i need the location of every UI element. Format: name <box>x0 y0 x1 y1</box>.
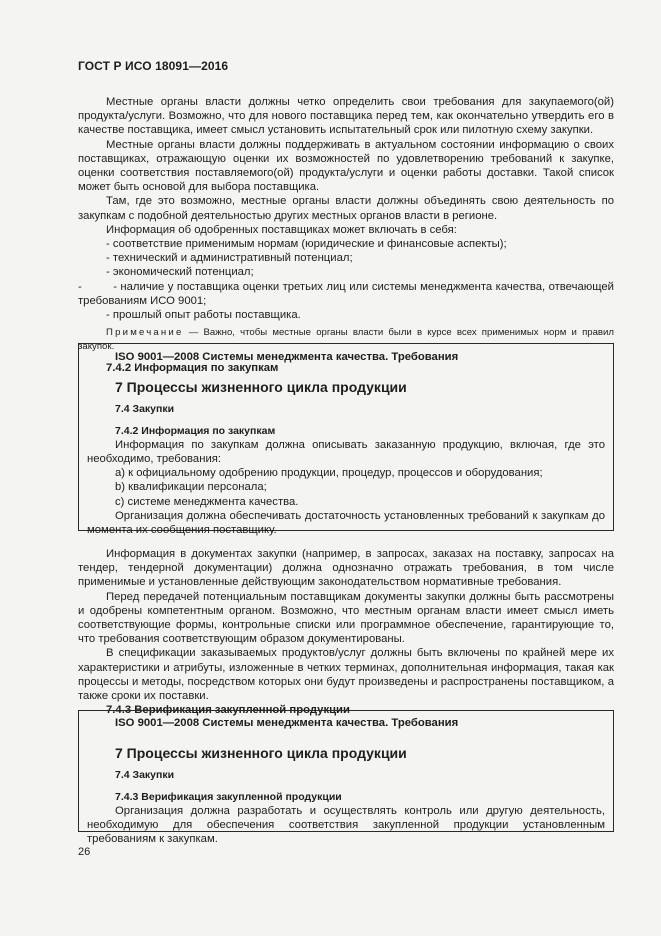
paragraph: Местные органы власти должны четко определить свои требования для закупаемого(ой) продукта/услуги. Возможно, что для нового поставщика перед тем, как окончательно утвердить его в качестве поставщика, имеет смысл установить испытательный срок или пилотную схему закупки. <box>78 96 614 137</box>
box-subheading: 7.4 Закупки <box>115 403 175 416</box>
list-item: - - наличие у поставщика оценки третьих лиц или системы менеджмента качества, отвечающей требованиям ИСО 9001; <box>78 280 614 308</box>
box-heading: 7 Процессы жизненного цикла продукции <box>115 379 407 396</box>
list-item: b) квалификации персонала; <box>115 481 267 494</box>
section-heading: 7.4.3 Верификация закупленной продукции <box>106 704 350 717</box>
box-subheading: 7.4.2 Информация по закупкам <box>115 424 276 437</box>
list-item: - соответствие применимым нормам (юридические и финансовые аспекты); <box>78 237 614 251</box>
paragraph: Информация об одобренных поставщиках может включать в себя: <box>106 223 457 236</box>
note-text: — Важно, чтобы местные органы власти были в курсе всех применимых норм и правил закупок. <box>78 327 614 353</box>
page-number: 26 <box>78 846 91 858</box>
list-item: c) системе менеджмента качества. <box>115 495 299 508</box>
box-subheading: 7.4.3 Верификация закупленной продукции <box>115 790 342 803</box>
paragraph: Там, где это возможно, местные органы власти должны объединять свою деятельность по закупкам с подобной деятельностью других местных органов власти в регионе. <box>78 195 614 222</box>
box-title: ISO 9001—2008 Системы менеджмента качества. Требования <box>115 717 459 729</box>
list-item: - прошлый опыт работы поставщика. <box>78 308 614 322</box>
paragraph: В спецификации заказываемых продуктов/услуг должны быть включены по крайней мере их характеристики и атрибуты, изложенные в четких терминах, дополнительная информация, такая как процессы и методы, посредством которых они будут произведены и распространены поставщиком, а также сроки их поставки. <box>78 647 614 703</box>
list-item: - экономический потенциал; <box>78 265 614 279</box>
iso-quote-box <box>78 343 614 537</box>
list-item: a) к официальному одобрению продукции, процедур, процессов и оборудования; <box>115 467 543 480</box>
paragraph: Информация по закупкам должна описывать заказанную продукцию, включая, где это необходимо, требования: <box>87 438 605 466</box>
middle-section <box>78 547 614 717</box>
box-heading: 7 Процессы жизненного цикла продукции <box>115 745 407 762</box>
list-item: - технический и административный потенциал; <box>78 251 614 265</box>
iso-quote-box <box>78 710 614 846</box>
section-heading: 7.4.2 Информация по закупкам <box>106 361 279 374</box>
box-subheading: 7.4 Закупки <box>115 769 175 782</box>
box-title: ISO 9001—2008 Системы менеджмента качества. Требования <box>115 351 459 363</box>
paragraph: Организация должна обеспечивать достаточность установленных требований к закупкам до момента их сообщения поставщику. <box>87 509 605 537</box>
intro-section <box>78 95 614 375</box>
paragraph: Организация должна разработать и осуществлять контроль или другую деятельность, необходимую для обеспечения соответствия закупленной продукции установленным требованиям к закупкам. <box>87 804 605 846</box>
paragraph: Информация в документах закупки (например, в запросах, заказах на поставку, запросах на тендер, тендерной документации) должна однозначно отражать требования, в том числе применимые и установленные действующим законодательством нормативные требования. <box>78 548 614 589</box>
paragraph: Местные органы власти должны поддерживать в актуальном состоянии информацию о своих поставщиках, отражающую оценки их возможностей по удовлетворению требований к закупке, оценки соответствия поставляемого(ой) продукта/услуги и оценки работы доставки. Такой список может быть основой для выбора поставщика. <box>78 138 614 194</box>
document-header: ГОСТ Р ИСО 18091—2016 <box>78 59 229 73</box>
paragraph: Перед передачей потенциальным поставщикам документы закупки должны быть рассмотрены и одобрены компетентным органом. Возможно, что местным органам власти имеет смысл иметь соответствующие формы, контрольные списки или программное обеспечение, гарантирующие то, что требования соответствующим образом документированы. <box>78 590 614 646</box>
note-label: Примечание <box>106 327 184 339</box>
